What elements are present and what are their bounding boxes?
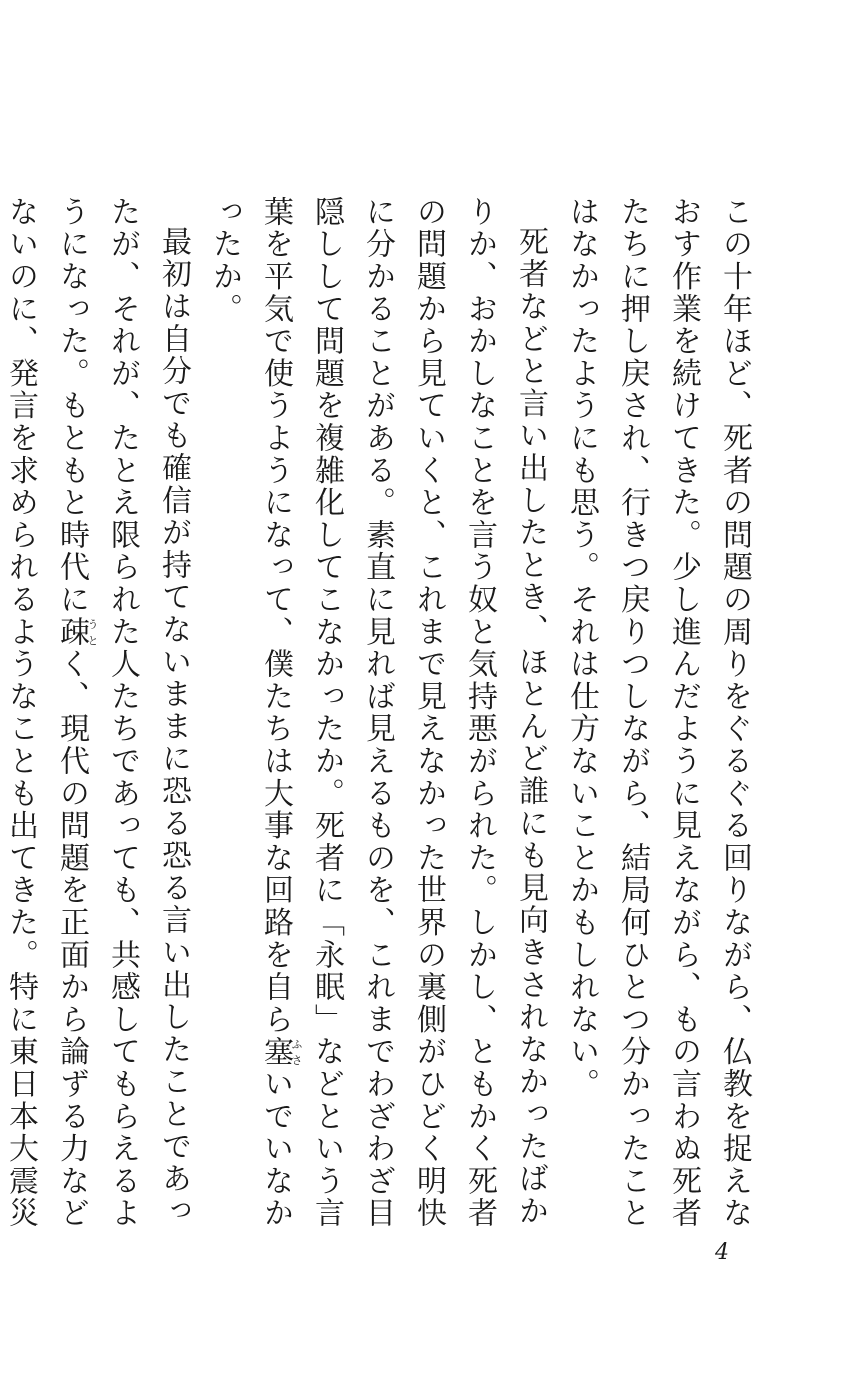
ruby-uto (54, 615, 99, 649)
ruby-fusa (258, 1035, 303, 1069)
ruby-uto-reading: うと (86, 615, 99, 649)
paragraph-1 (556, 196, 760, 1256)
paragraph-1-text: この十年ほど、死者の問題の周りをぐるぐる回りながら、仏教を捉えなおす作業を続けてきた。少し進んだように見えながら、もの言わぬ死者たちに押し戻され、行きつ戻りつしながら、結局何ひとつ分かったことはなかったようにも思う。それは仕方ないことかもしれない。 (564, 196, 752, 1230)
paragraph-2 (199, 196, 556, 1256)
paragraph-3-text-a: 最初は自分でも確信が持てないままに恐る恐る言い出したことであったが、それが、たとえ限られた人たちであっても、共感してもらえるようになった。もともと時代に (54, 196, 191, 1230)
paragraph-3 (0, 196, 199, 1256)
page-number: 4 (715, 1240, 729, 1265)
paragraph-2-text-b: いでいなかったか。 (207, 196, 293, 1230)
paragraph-3-text-b: く、現代の問題を正面から論ずる力などないのに、発言を求められるようなことも出てきた。特に東日本大震災 (3, 196, 89, 1230)
vertical-text-body (0, 196, 760, 1256)
ruby-fusa-base: 塞 (258, 1035, 293, 1069)
ruby-fusa-reading: ふさ (290, 1035, 303, 1069)
ruby-uto-base: 疎 (54, 615, 89, 649)
paragraph-2-text-a: 死者などと言い出したとき、ほとんど誰にも見向きされなかったばかりか、おかしなことを言う奴と気持悪がられた。しかし、ともかく死者の問題から見ていくと、これまで見えなかった世界の裏側がひどく明快に分かることがある。素直に見れば見えるものを、これまでわざわざ目隠しして問題を複雑化してこなかったか。死者に「永眠」などという言葉を平気で使うようになって、僕たちは大事な回路を自ら (258, 196, 548, 1230)
